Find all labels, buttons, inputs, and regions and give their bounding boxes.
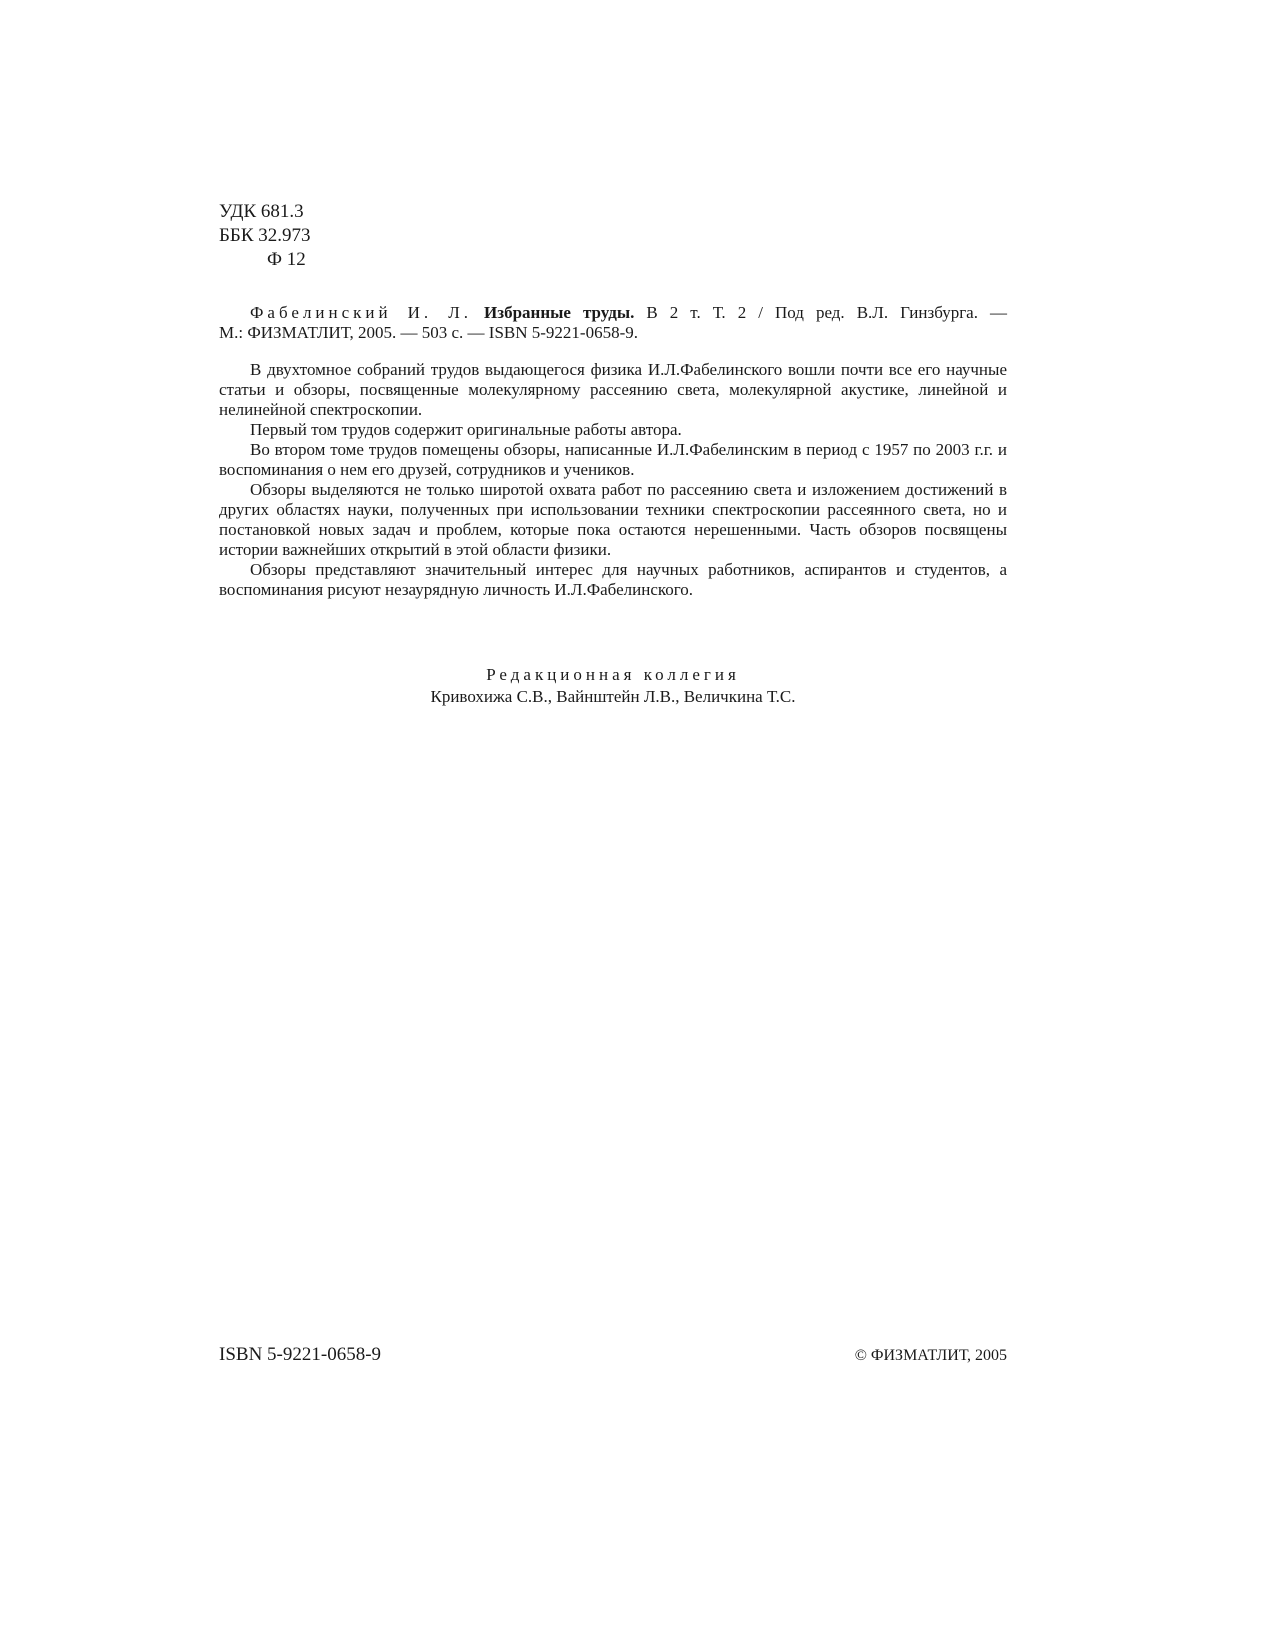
- annotation-paragraph: Во втором томе трудов помещены обзоры, написанные И.Л.Фабелинским в период с 1957 по 2003 г.г. и воспоминания о нем его друзей, сотрудников и учеников.: [219, 440, 1007, 479]
- annotation-paragraph: Обзоры представляют значительный интерес для научных работников, аспирантов и студентов, а воспоминания рисуют незаурядную личность И.Л.Фабелинского.: [219, 560, 1007, 599]
- bibliographic-details: В 2 т. Т. 2 / Под ред. В.Л. Гинзбурга. —: [646, 303, 1008, 322]
- bibliographic-line-2: М.: ФИЗМАТЛИТ, 2005. — 503 с. — ISBN 5-9221-0658-9.: [219, 323, 638, 342]
- author-name: Фабелинский И. Л.: [250, 303, 472, 322]
- author-mark: Ф 12: [267, 249, 306, 270]
- bibliographic-record: [219, 303, 1007, 343]
- annotation-paragraph: Обзоры выделяются не только широтой охвата работ по рассеянию света и изложением достижений в других областях науки, полученных при использовании техники спектроскопии рассеянного света, но и постановкой новых задач и проблем, которые пока остаются нерешенными. Часть обзоров посвящены истории важнейших открытий в этой области физики.: [219, 480, 1007, 559]
- annotation-paragraph: В двухтомное собраний трудов выдающегося физика И.Л.Фабелинского вошли почти все его научные статьи и обзоры, посвященные молекулярному рассеянию света, молекулярной акустике, линейной и нелинейной спектроскопии.: [219, 360, 1007, 419]
- isbn: ISBN 5-9221-0658-9: [219, 1344, 382, 1365]
- annotation: [219, 360, 1007, 600]
- udk-code: УДК 681.3: [219, 201, 304, 222]
- classification-codes: [219, 200, 311, 272]
- bbk-code: ББК 32.973: [219, 225, 311, 246]
- editorial-board: [219, 664, 1007, 708]
- copyright-notice: © ФИЗМАТЛИТ, 2005: [854, 1347, 1007, 1364]
- editorial-board-title: Редакционная коллегия: [486, 665, 740, 684]
- book-title: Избранные труды.: [484, 303, 635, 322]
- annotation-paragraph: Первый том трудов содержит оригинальные работы автора.: [250, 420, 682, 439]
- editorial-board-members: Кривохижа С.В., Вайнштейн Л.В., Величкина Т.С.: [430, 687, 796, 706]
- bibliographic-line-1: [219, 303, 1007, 323]
